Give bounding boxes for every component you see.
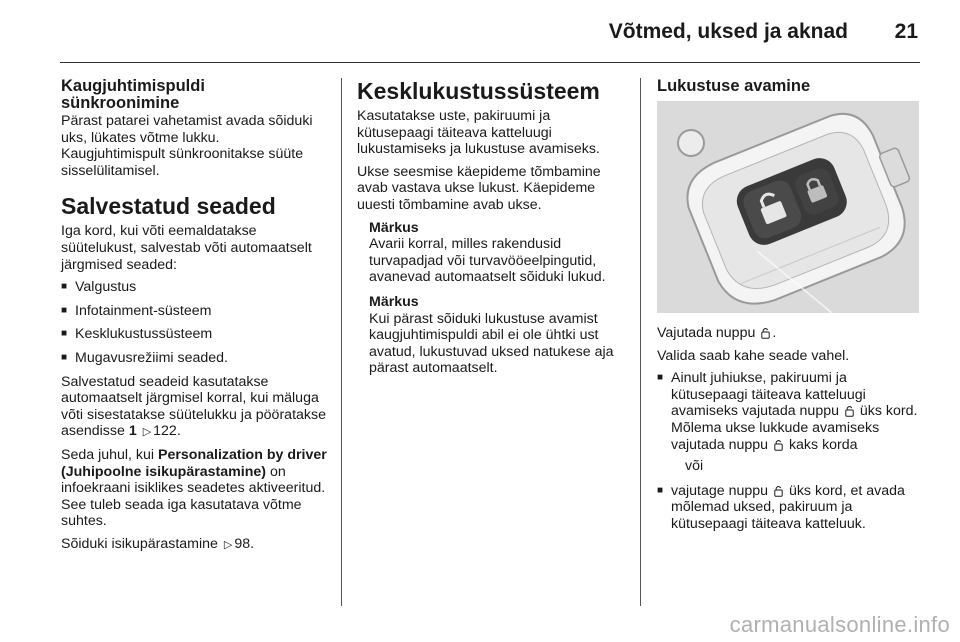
personalization-menu-name: Personalization by driver (Juhipoolne isikupärastamine): [61, 446, 327, 480]
saved-settings-list: [61, 279, 327, 366]
sync-heading: Kaugjuhtimispuldi sünkroonimine: [61, 77, 205, 112]
remote-key-figure: [657, 101, 919, 313]
unlock-options-list: [657, 370, 925, 532]
personalization-pre: Seda juhul, kui: [61, 446, 155, 463]
unlock-icon: [774, 485, 783, 496]
restore-text: Salvestatud seadeid kasutatakse automaatselt järgmisel korral, kui mäluga võti sisestatakse süütelukku ja pööratakse asendisse: [61, 373, 326, 440]
option1-text-c: kaks korda: [788, 436, 858, 453]
option1-text-a: Ainult juhiukse, pakiruumi ja kütusepaagi täiteava katteluugi avamiseks vajutada nuppu: [671, 370, 866, 420]
press-unlock-text: [657, 325, 925, 342]
column-right: [657, 78, 925, 540]
column-middle: [357, 78, 627, 385]
saved-settings-heading: Salvestatud seaded: [61, 193, 276, 220]
inner-handle-text: Ukse seesmise käepideme tõmbamine avab vastava ukse lukust. Käepideme uuesti tõmbamine avab ukse.: [357, 163, 601, 213]
central-locking-heading: Kesklukustussüsteem: [357, 78, 600, 104]
sync-text: Pärast patarei vahetamist avada sõiduki uks, lükates võtme lukku. Kaugjuhtimispult sünkroonitakse süüte sisselülitamisel.: [61, 113, 313, 179]
personalization-ref-text: Sõiduki isikupärastamine: [61, 535, 218, 552]
restore-position: 1: [128, 423, 137, 440]
list-item: [657, 370, 925, 475]
press-unlock-label: Vajutada nuppu: [657, 325, 756, 341]
note-text: Avarii korral, milles rakendusid turvapadjad või turvavööeelpingutid, avanevad automaatselt sõiduki lukud.: [369, 236, 606, 286]
restore-page-ref[interactable]: 122.: [153, 423, 181, 440]
central-locking-intro: Kasutatakse uste, pakiruumi ja kütusepaagi täiteava katteluugi lukustamiseks ja lukustuse avamiseks.: [357, 108, 600, 158]
header-title: Võtmed, uksed ja aknad: [608, 20, 848, 43]
unlock-icon: [761, 327, 770, 338]
option2-text-b: üks kord, et avada mõlemad uksed, pakiruum ja kütusepaagi täiteava katteluuk.: [671, 482, 905, 532]
choose-setting-text: Valida saab kahe seade vahel.: [657, 347, 850, 364]
watermark: carmanualsonline.info: [729, 612, 950, 637]
note-title: Märkus: [369, 219, 419, 236]
restore-paragraph: [61, 374, 327, 441]
page-header: [60, 0, 920, 63]
unlock-icon: [774, 439, 783, 450]
list-item: ■ Kesklukustussüsteem: [61, 326, 327, 343]
personalization-ref: [61, 536, 327, 554]
column-divider: [341, 78, 342, 606]
option1-text-b: üks kord. Mõlema ukse lukkude avamiseks vajutada nuppu: [671, 403, 918, 453]
page-number: 21: [894, 20, 918, 43]
list-item: ■ Mugavusrežiimi seaded.: [61, 350, 327, 367]
unlock-icon: [845, 405, 854, 416]
note-auto-relock: [357, 294, 627, 377]
list-item: ■ Infotainment-süsteem: [61, 303, 327, 320]
column-left: [61, 78, 327, 559]
personalization-post: on infoekraani isiklikes seadetes aktiveeritud. See tuleb seada iga kasutatava võtme suhtes.: [61, 463, 326, 530]
reference-arrow-icon: ▷: [223, 538, 233, 551]
note-text: Kui pärast sõiduki lukustuse avamist kaugjuhtimispuldi abil ei ole ühtki ust avatud, lukustuvad uksed natukese aja pärast automaatselt.: [369, 310, 614, 377]
list-item: ■ Valgustus: [61, 279, 327, 296]
unlocking-heading: Lukustuse avamine: [657, 77, 811, 95]
list-item: [657, 483, 925, 533]
note-crash: [357, 220, 627, 286]
column-divider: [640, 78, 641, 606]
personalization-ref-page[interactable]: 98.: [234, 535, 255, 552]
personalization-paragraph: [61, 447, 327, 530]
note-title: Märkus: [369, 293, 419, 310]
option2-text-a: vajutage nuppu: [671, 482, 769, 499]
press-unlock-end: .: [772, 325, 777, 341]
saved-settings-intro: Iga kord, kui võti eemaldatakse süütelukust, salvestab võti automaatselt järgmised seaded:: [61, 223, 312, 273]
reference-arrow-icon: ▷: [142, 426, 152, 439]
or-text: või: [685, 458, 704, 475]
